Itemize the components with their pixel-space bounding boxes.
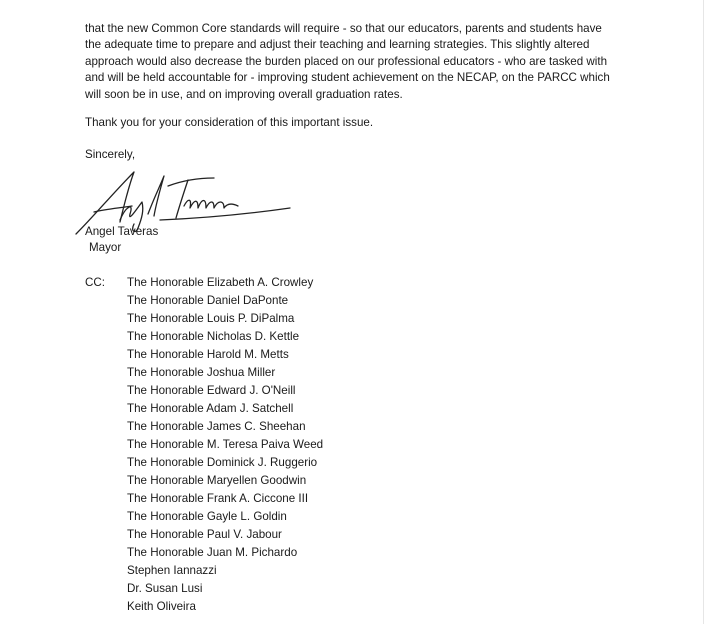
cc-recipient: The Honorable Adam J. Satchell bbox=[127, 402, 294, 415]
cc-recipient: The Honorable Nicholas D. Kettle bbox=[127, 330, 300, 343]
cc-recipient: Dr. Susan Lusi bbox=[127, 582, 203, 595]
cc-recipient: Keith Oliveira bbox=[127, 600, 196, 613]
cc-recipient: The Honorable Frank A. Ciccone III bbox=[127, 492, 309, 505]
body-line: approach would also decrease the burden placed on our professional educators - who are tasked with bbox=[85, 54, 608, 68]
cc-recipient-list bbox=[127, 275, 323, 617]
body-line: that the new Common Core standards will require - so that our educators, parents and students have bbox=[85, 22, 602, 35]
cc-recipient: The Honorable Juan M. Pichardo bbox=[127, 546, 298, 559]
cc-recipient: The Honorable Edward J. O'Neill bbox=[127, 384, 296, 397]
cc-recipient: Stephen Iannazzi bbox=[127, 564, 217, 577]
cc-recipient: The Honorable Dominick J. Ruggerio bbox=[127, 456, 318, 469]
letter-body-paragraph bbox=[85, 21, 700, 103]
cc-recipient: The Honorable Harold M. Metts bbox=[127, 348, 289, 361]
cc-recipient: The Honorable Gayle L. Goldin bbox=[127, 510, 287, 523]
cc-recipient: The Honorable Daniel DaPonte bbox=[127, 294, 289, 307]
body-line: the adequate time to prepare and adjust their teaching and learning strategies. This slightly altered bbox=[85, 38, 590, 52]
cc-label: CC: bbox=[85, 276, 105, 289]
cc-recipient: The Honorable Paul V. Jabour bbox=[127, 528, 282, 541]
cc-recipient: The Honorable Maryellen Goodwin bbox=[127, 474, 307, 487]
closing-salutation: Sincerely, bbox=[85, 148, 136, 161]
cc-recipient: The Honorable Louis P. DiPalma bbox=[127, 312, 295, 325]
thank-you-line: Thank you for your consideration of this important issue. bbox=[85, 116, 374, 129]
signer-name: Angel Taveras bbox=[85, 225, 159, 238]
cc-recipient: The Honorable M. Teresa Paiva Weed bbox=[127, 438, 324, 451]
body-line: and will be held accountable for - improving student achievement on the NECAP, on the PARCC which bbox=[85, 71, 610, 85]
signer-title: Mayor bbox=[89, 241, 122, 254]
cc-recipient: The Honorable Elizabeth A. Crowley bbox=[127, 276, 314, 289]
cc-recipient: The Honorable Joshua Miller bbox=[127, 366, 276, 379]
body-line: will soon be in use, and on improving overall graduation rates. bbox=[85, 87, 403, 101]
page-edge bbox=[703, 0, 704, 624]
cc-recipient: The Honorable James C. Sheehan bbox=[127, 420, 306, 433]
